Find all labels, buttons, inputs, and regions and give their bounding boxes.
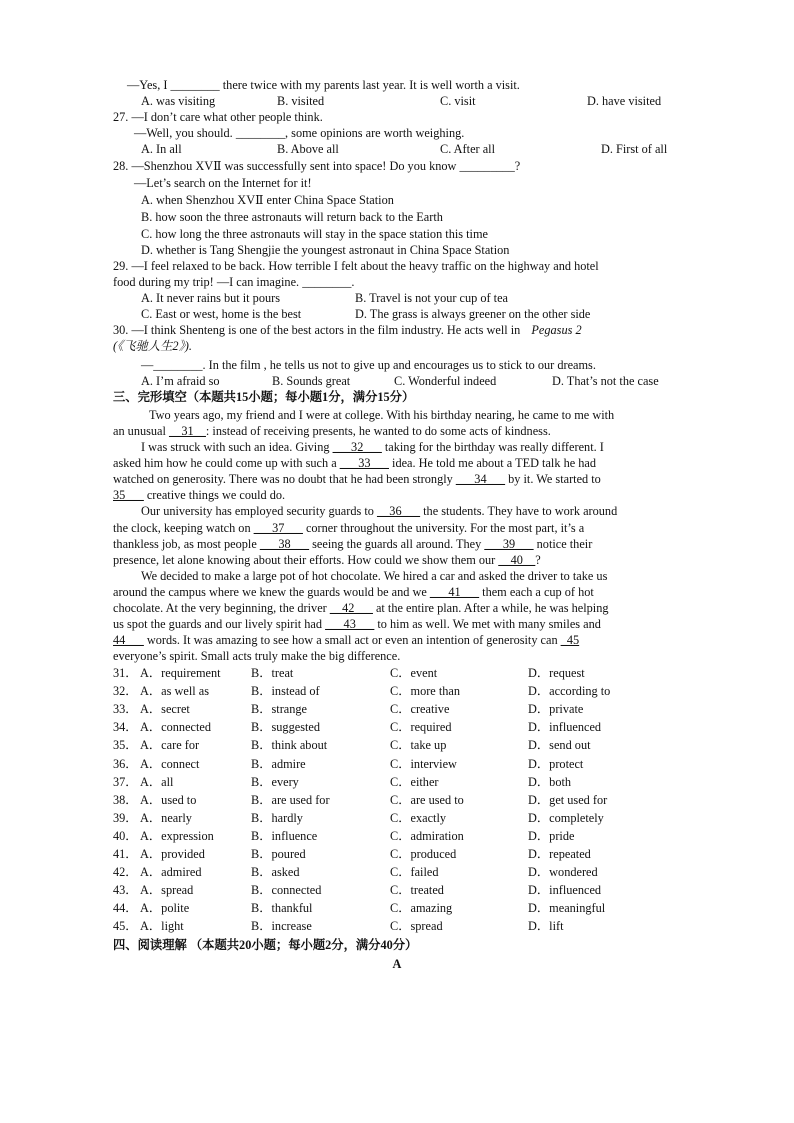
blank-34: ___34___ (455, 472, 506, 486)
choice-option-c: C．admiration (390, 828, 464, 843)
q30-line2: —________. In the film , he tells us not to give up and encourages us to stick to our dreams. (141, 358, 596, 372)
choice-number: 43． (113, 883, 138, 898)
choice-option-a: A．all (140, 774, 174, 789)
choice-number: 42． (113, 865, 138, 880)
q29-option-a: A. It never rains but it pours (141, 291, 280, 305)
choice-option-a: A．light (140, 919, 184, 934)
choice-option-d: D．influenced (528, 720, 602, 735)
passage-line: everyone’s spirit. Small acts truly make the big difference. (113, 649, 401, 663)
choice-number: 34． (113, 720, 138, 735)
choice-option-c: C．interview (390, 756, 457, 771)
choice-option-c: C．treated (390, 883, 444, 898)
q29-line2: food during my trip! —I can imagine. ________. (113, 275, 355, 289)
choice-option-a: A．spread (140, 883, 194, 898)
blank-44: 44___ (113, 633, 144, 647)
blank-38: ___38___ (259, 537, 310, 551)
q27-option-d: D. First of all (601, 142, 668, 156)
choice-number: 40． (113, 828, 138, 843)
q30-option-c: C. Wonderful indeed (394, 374, 497, 388)
q30-option-d: D. That’s not the case (552, 374, 659, 388)
q29-option-b: B. Travel is not your cup of tea (355, 291, 509, 305)
choice-option-d: D．get used for (528, 792, 608, 807)
choice-option-c: C．spread (390, 919, 443, 934)
passage-line: us spot the guards and our lively spirit had ___43___ to him as well. We met with many smiles and (113, 617, 601, 631)
passage-line: around the campus where we knew the guards would be and we ___41___ them each a cup of hot (113, 585, 594, 599)
choice-number: 45． (113, 919, 138, 934)
q29-option-c: C. East or west, home is the best (141, 307, 302, 321)
q28-option-d: D. whether is Tang Shengjie the youngest astronaut in China Space Station (141, 243, 510, 257)
q28-option-b: B. how soon the three astronauts will return back to the Earth (141, 210, 443, 224)
choice-option-b: B．poured (251, 847, 306, 861)
choice-option-c: C．produced (390, 847, 457, 861)
q26-option-a: A. was visiting (141, 94, 216, 108)
choice-option-a: A．requirement (140, 666, 221, 680)
q27-line2: —Well, you should. ________, some opinions are worth weighing. (134, 126, 465, 140)
choice-option-a: A．polite (140, 901, 190, 916)
choice-option-d: D．wondered (528, 865, 598, 880)
choice-option-c: C．creative (390, 702, 450, 717)
q26-option-d: D. have visited (587, 94, 662, 108)
choice-number: 32． (113, 684, 138, 699)
blank-42: __42___ (329, 601, 373, 615)
choice-number: 39． (113, 810, 138, 825)
q27-option-a: A. In all (141, 142, 182, 156)
blank-33: ___33___ (339, 456, 389, 470)
passage-line: We decided to make a large pot of hot chocolate. We hired a car and asked the driver to take us (141, 569, 608, 583)
section4-title: 四、阅读理解 （本题共20小题；每小题2分，满分40分） (113, 938, 418, 952)
choice-number: 37． (113, 774, 138, 789)
choice-number: 35． (113, 738, 138, 753)
blank-45: _45 (560, 633, 580, 647)
choice-option-a: A．used to (140, 792, 197, 807)
choice-option-d: D．meaningful (528, 901, 606, 916)
passage-label-a: A (392, 957, 402, 971)
choice-option-b: B．asked (251, 865, 300, 880)
passage-line: 35___ creative things we could do. (113, 488, 286, 502)
choice-number: 41． (113, 847, 138, 861)
q28-option-a: A. when Shenzhou XVⅡ enter China Space Station (141, 193, 394, 207)
choice-option-d: D．pride (528, 828, 575, 843)
choice-option-d: D．repeated (528, 847, 591, 861)
blank-37: ___37___ (253, 521, 303, 535)
choice-option-b: B．strange (251, 702, 308, 717)
passage-line: Our university has employed security guards to __36___ the students. They have to work around (141, 504, 618, 518)
q29-stem: 29. —I feel relaxed to be back. How terrible I felt about the heavy traffic on the highway and hotel (113, 259, 599, 273)
choice-option-a: A．as well as (140, 684, 209, 699)
choice-number: 44． (113, 901, 138, 916)
choice-option-c: C．are used to (390, 792, 464, 807)
choice-option-b: B．thankful (251, 901, 313, 916)
choice-option-a: A．connect (140, 756, 200, 771)
q26-option-c: C. visit (440, 94, 476, 108)
q30-option-a: A. I’m afraid so (141, 374, 220, 388)
choice-option-d: D．send out (528, 738, 591, 753)
blank-32: ___32___ (332, 440, 382, 454)
q26-option-b: B. visited (277, 94, 325, 108)
choice-number: 38． (113, 792, 138, 807)
choice-option-a: A．provided (140, 847, 205, 861)
passage-line: thankless job, as most people ___38___ seeing the guards all around. They ___39___ notice their (113, 537, 593, 551)
choice-option-a: A．secret (140, 702, 190, 717)
choice-option-c: C．amazing (390, 901, 453, 916)
choice-option-b: B．influence (251, 828, 318, 843)
q28-line2: —Let’s search on the Internet for it! (134, 176, 312, 190)
choice-option-d: D．completely (528, 810, 604, 825)
choice-option-c: C．required (390, 720, 452, 735)
choice-option-b: B．treat (251, 666, 294, 680)
q28-option-c: C. how long the three astronauts will stay in the space station this time (141, 227, 488, 241)
choice-option-b: B．every (251, 774, 299, 789)
choice-option-d: D．influenced (528, 883, 602, 898)
choice-number: 36． (113, 756, 138, 771)
choice-option-d: D．lift (528, 919, 564, 934)
q30-film-chinese: (《飞驰人生2》). (113, 339, 192, 353)
q30-stem-text: 30. —I think Shenteng is one of the best actors in the film industry. He acts well in (113, 323, 521, 337)
choice-option-c: C．either (390, 774, 439, 789)
choice-option-d: D．protect (528, 756, 584, 771)
choice-option-a: A．connected (140, 720, 212, 735)
q30-film-title: Pegasus 2 (531, 323, 582, 337)
blank-43: ___43___ (325, 617, 375, 631)
blank-39: ___39___ (484, 537, 534, 551)
choice-option-b: B．connected (251, 883, 322, 898)
passage-line: chocolate. At the very beginning, the driver __42___ at the entire plan. After a while, he was helping (113, 601, 609, 615)
section3-title: 三、完形填空（本题共15小题；每小题1分，满分15分） (113, 390, 415, 404)
q27-stem: 27. —I don’t care what other people think. (113, 110, 323, 124)
choice-option-d: D．both (528, 774, 572, 789)
choice-option-a: A．admired (140, 865, 202, 880)
choice-option-c: C．more than (390, 684, 461, 699)
choice-option-a: A．care for (140, 738, 200, 753)
choice-number: 31． (113, 666, 138, 680)
choice-option-b: B．increase (251, 919, 312, 934)
blank-36: __36___ (377, 504, 421, 518)
passage-line: asked him how he could come up with such a ___33___ idea. He told me about a TED talk he had (113, 456, 597, 470)
q30-stem (113, 322, 582, 338)
passage-line: 44___ words. It was amazing to see how a small act or even an intention of generosity can _45 (113, 633, 580, 647)
choice-option-d: D．according to (528, 684, 611, 699)
blank-40: __40__ (498, 553, 536, 567)
choice-option-c: C．take up (390, 738, 447, 753)
choice-option-b: B．suggested (251, 720, 320, 735)
choice-option-d: D．private (528, 702, 584, 717)
passage-line: watched on generosity. There was no doubt that he had been strongly ___34___ by it. We started to (113, 472, 601, 486)
choice-option-c: C．event (390, 666, 438, 680)
choice-option-c: C．failed (390, 865, 439, 880)
passage-line: Two years ago, my friend and I were at college. With his birthday nearing, he came to me with (149, 408, 615, 422)
choice-option-a: A．nearly (140, 810, 192, 825)
q28-stem: 28. —Shenzhou XVⅡ was successfully sent into space! Do you know _________? (113, 159, 521, 173)
q30-option-b: B. Sounds great (272, 374, 351, 388)
choice-option-d: D．request (528, 666, 585, 680)
blank-41: ___41___ (429, 585, 480, 599)
choice-option-c: C．exactly (390, 810, 447, 825)
choice-option-b: B．instead of (251, 684, 320, 699)
choice-option-a: A．expression (140, 828, 214, 843)
choice-option-b: B．admire (251, 756, 306, 771)
choice-option-b: B．think about (251, 738, 328, 753)
q29-option-d: D. The grass is always greener on the other side (355, 307, 591, 321)
choice-option-b: B．hardly (251, 810, 303, 825)
passage-line: presence, let alone knowing about their efforts. How could we show them our __40__? (113, 553, 541, 567)
choice-option-b: B．are used for (251, 792, 330, 807)
q27-option-c: C. After all (440, 142, 495, 156)
blank-31: __31__ (169, 424, 206, 438)
passage-line: the clock, keeping watch on ___37___ corner throughout the university. For the most part, it’s a (113, 521, 585, 535)
q27-option-b: B. Above all (277, 142, 339, 156)
q26-answer-line: —Yes, I ________ there twice with my parents last year. It is well worth a visit. (127, 78, 520, 92)
choice-number: 33． (113, 702, 138, 717)
blank-35: 35___ (113, 488, 144, 502)
passage-line: an unusual __31__: instead of receiving presents, he wanted to do some acts of kindness. (113, 424, 551, 438)
passage-line: I was struck with such an idea. Giving ___32___ taking for the birthday was really different. I (141, 440, 604, 454)
